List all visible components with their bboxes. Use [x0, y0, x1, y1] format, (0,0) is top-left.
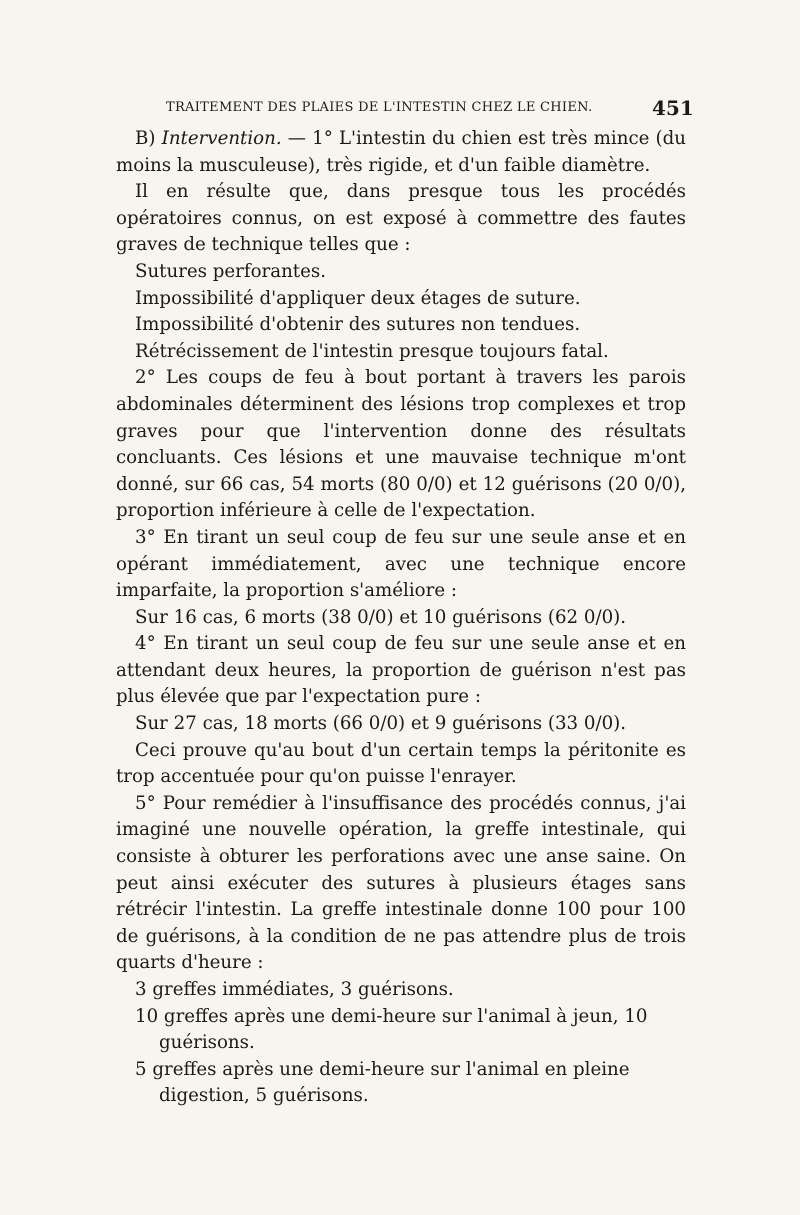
paragraph: 3° En tirant un seul coup de feu sur une seule anse et en opérant immédiatement, avec une technique encore imparfaite, la proportion s'améliore :	[116, 526, 686, 602]
paragraph: Il en résulte que, dans presque tous les procédés opératoires connus, on est exposé à commettre des fautes graves de technique telles que :	[116, 181, 686, 256]
running-title: TRAITEMENT DES PLAIES DE L'INTESTIN CHEZ LE CHIEN.	[166, 100, 593, 115]
result-line: 10 greffes après une demi-heure sur l'animal à jeun, 10 guérisons.	[135, 1005, 648, 1054]
list-item: Impossibilité d'obtenir des sutures non tendues.	[135, 314, 581, 336]
paragraph: 4° En tirant un seul coup de feu sur une seule anse et en attendant deux heures, la proportion de guérison n'est pas plus élevée que par l'expectation pure :	[116, 633, 686, 708]
list-item: Rétrécissement de l'intestin presque toujours fatal.	[135, 340, 609, 362]
page-number: 451	[652, 96, 694, 120]
paragraph-intervention	[116, 126, 686, 179]
body-text	[116, 126, 686, 1110]
section-label: B)	[135, 128, 156, 149]
paragraph: Ceci prouve qu'au bout d'un certain temps la péritonite es trop accentuée pour qu'on puisse l'enrayer.	[116, 739, 686, 788]
statistic-line: Sur 27 cas, 18 morts (66 0/0) et 9 guérisons (33 0/0).	[135, 713, 627, 735]
paragraph: 2° Les coups de feu à bout portant à travers les parois abdominales déterminent des lésions trop complexes et trop graves pour que l'intervention donne des résultats concluants. Ces lésions et une mauvaise technique m'ont donné, sur 66 cas, 54 morts (80 0/0) et 12 guérisons (20 0/0), proportion inférieure à celle de l'expectation.	[116, 367, 686, 522]
result-line: 3 greffes immédiates, 3 guérisons.	[135, 979, 454, 1000]
statistic-line: Sur 16 cas, 6 morts (38 0/0) et 10 guérisons (62 0/0).	[135, 606, 627, 628]
section-heading: Intervention.	[161, 128, 282, 149]
list-item: Impossibilité d'appliquer deux étages de suture.	[135, 287, 581, 309]
result-line: 5 greffes après une demi-heure sur l'animal en pleine digestion, 5 guérisons.	[135, 1058, 630, 1107]
list-item: Sutures perforantes.	[135, 260, 326, 282]
paragraph: 5° Pour remédier à l'insuffisance des procédés connus, j'ai imaginé une nouvelle opération, la greffe intestinale, qui consiste à obturer les perforations avec une anse saine. On peut ainsi exécuter des sutures à plusieurs étages sans rétrécir l'intestin. La greffe intestinale donne 100 pour 100 de guérisons, à la condition de ne pas attendre plus de trois quarts d'heure :	[116, 792, 686, 974]
paragraph-text: — 1° L'intestin du chien est très mince (du moins la musculeuse), très rigide, et d'un faible diamètre.	[116, 128, 686, 176]
